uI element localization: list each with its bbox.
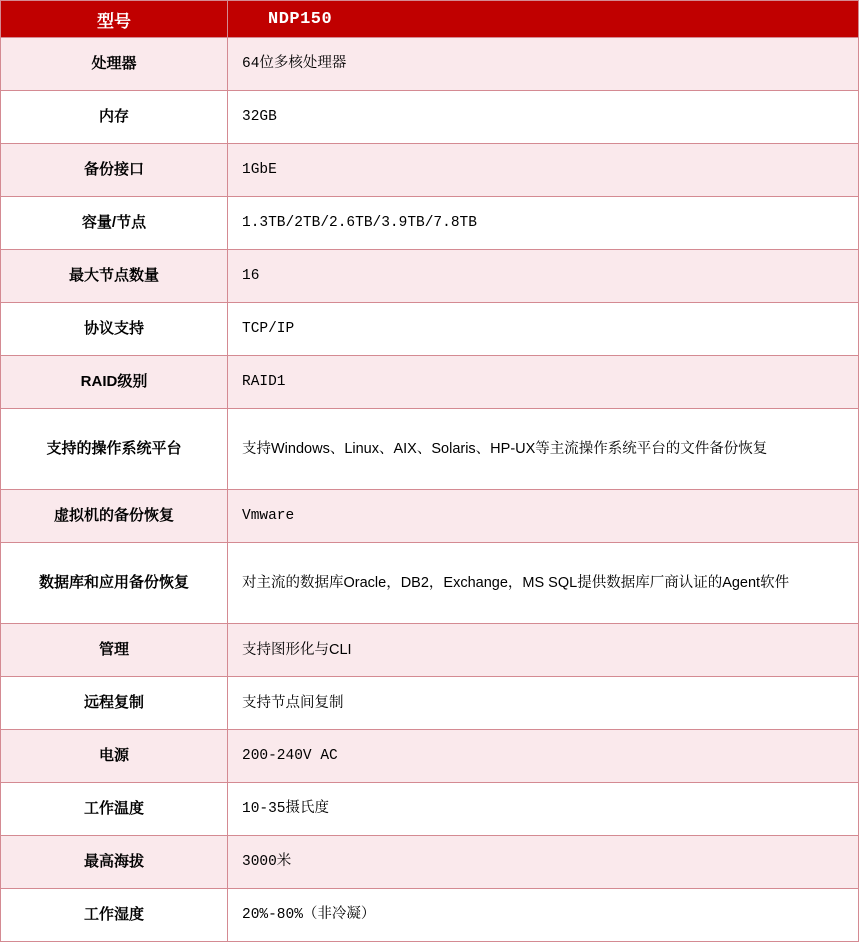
row-label: 管理 (1, 624, 228, 677)
row-label: 支持的操作系统平台 (1, 409, 228, 490)
table-row (1, 91, 859, 144)
table-row (1, 783, 859, 836)
table-row (1, 624, 859, 677)
row-label: 备份接口 (1, 144, 228, 197)
row-label: 远程复制 (1, 677, 228, 730)
table-row (1, 409, 859, 490)
row-value: 1.3TB/2TB/2.6TB/3.9TB/7.8TB (228, 197, 859, 250)
row-label: 内存 (1, 91, 228, 144)
row-value: 20%-80%（非冷凝） (228, 889, 859, 942)
row-label: 处理器 (1, 38, 228, 91)
table-row (1, 144, 859, 197)
row-value: 16 (228, 250, 859, 303)
row-value: TCP/IP (228, 303, 859, 356)
row-label: 数据库和应用备份恢复 (1, 543, 228, 624)
row-label: 虚拟机的备份恢复 (1, 490, 228, 543)
table-row (1, 836, 859, 889)
table-row (1, 38, 859, 91)
row-value: 1GbE (228, 144, 859, 197)
row-value: 对主流的数据库Oracle，DB2，Exchange，MS SQL提供数据库厂商认证的Agent软件 (228, 543, 859, 624)
table-row (1, 677, 859, 730)
row-value: 32GB (228, 91, 859, 144)
header-cell-model: 型号 (1, 1, 228, 38)
table-body (1, 38, 859, 942)
table-row (1, 543, 859, 624)
table-row (1, 490, 859, 543)
row-value: 64位多核处理器 (228, 38, 859, 91)
row-value: 10-35摄氏度 (228, 783, 859, 836)
header-cell-model-value: NDP150 (228, 1, 859, 38)
row-value: 支持图形化与CLI (228, 624, 859, 677)
row-value: 200-240V AC (228, 730, 859, 783)
row-label: 电源 (1, 730, 228, 783)
table-row (1, 356, 859, 409)
row-label: 工作温度 (1, 783, 228, 836)
table-row (1, 889, 859, 942)
row-label: RAID级别 (1, 356, 228, 409)
table-header-row (1, 1, 859, 38)
row-value: 支持节点间复制 (228, 677, 859, 730)
table-row (1, 250, 859, 303)
row-value: RAID1 (228, 356, 859, 409)
row-label: 最高海拔 (1, 836, 228, 889)
row-value: 支持Windows、Linux、AIX、Solaris、HP-UX等主流操作系统平台的文件备份恢复 (228, 409, 859, 490)
table-row (1, 730, 859, 783)
row-value: 3000米 (228, 836, 859, 889)
table-header (1, 1, 859, 38)
table-row (1, 197, 859, 250)
table-row (1, 303, 859, 356)
row-value: Vmware (228, 490, 859, 543)
row-label: 容量/节点 (1, 197, 228, 250)
row-label: 最大节点数量 (1, 250, 228, 303)
row-label: 协议支持 (1, 303, 228, 356)
row-label: 工作湿度 (1, 889, 228, 942)
